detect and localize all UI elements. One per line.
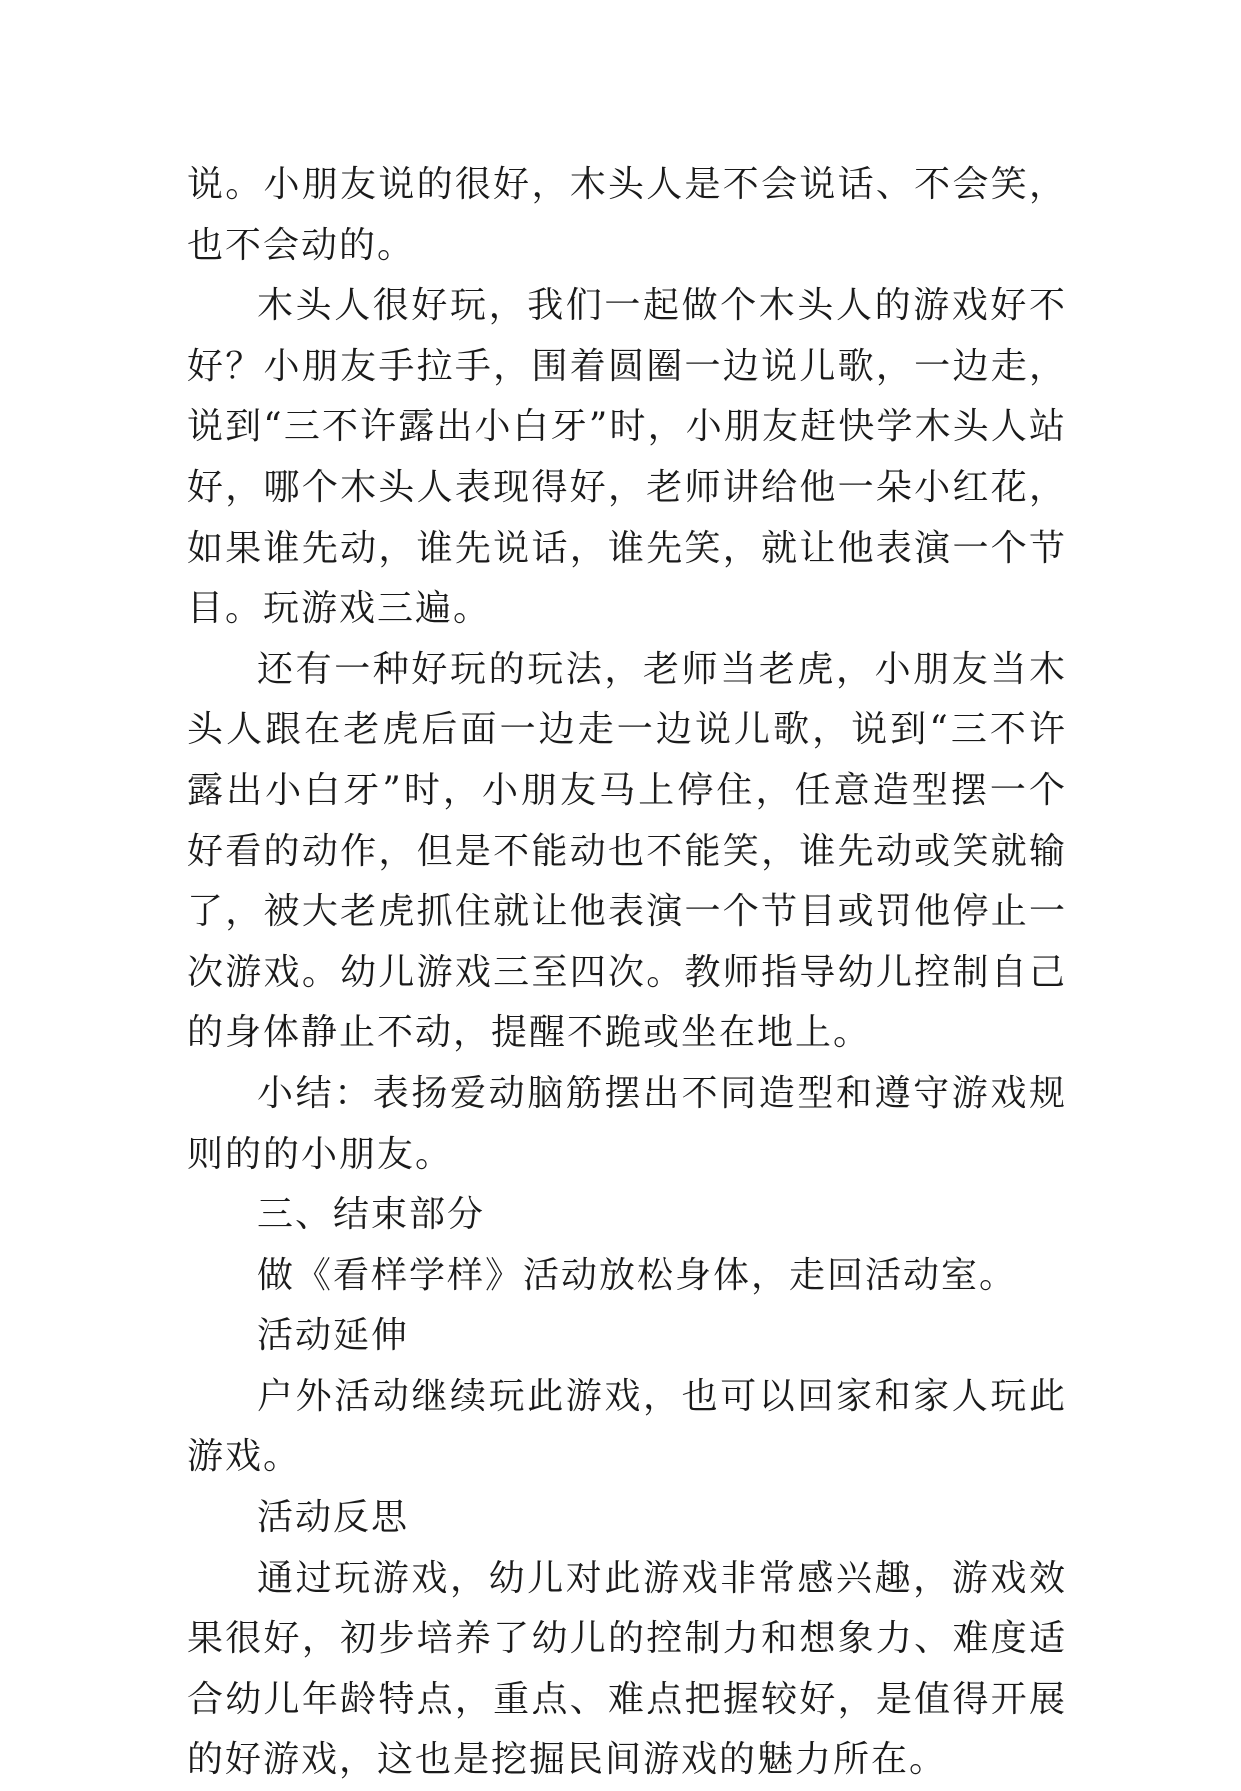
paragraph-summary: 小结：表扬爱动脑筋摆出不同造型和遵守游戏规则的的小朋友。 [187,1072,1067,1175]
paragraph-reflection: 通过玩游戏，幼儿对此游戏非常感兴趣，游戏效果很好，初步培养了幼儿的控制力和想象力、难度适合幼儿年龄特点，重点、难点把握较好，是值得开展的好游戏，这也是挖掘民间游戏的魅力所在。 [187,1557,1067,1781]
document-body [187,155,1067,1791]
paragraph-3: 还有一种好玩的玩法，老师当老虎，小朋友当木头人跟在老虎后面一边走一边说儿歌，说到“三不许露出小白牙”时，小朋友马上停住，任意造型摆一个好看的动作，但是不能动也不能笑，谁先动或笑就输了，被大老虎抓住就让他表演一个节目或罚他停止一次游戏。幼儿游戏三至四次。教师指导幼儿控制自己的身体静止不动，提醒不跪或坐在地上。 [187,648,1067,1054]
paragraph-2: 木头人很好玩，我们一起做个木头人的游戏好不好？小朋友手拉手，围着圆圈一边说儿歌，一边走，说到“三不许露出小白牙”时，小朋友赶快学木头人站好，哪个木头人表现得好，老师讲给他一朵小红花，如果谁先动，谁先说话，谁先笑，就让他表演一个节目。玩游戏三遍。 [187,285,1067,630]
paragraph-1: 说。小朋友说的很好，木头人是不会说话、不会笑，也不会动的。 [187,164,1067,266]
section-heading-extension: 活动延伸 [257,1315,410,1357]
section-heading-reflection: 活动反思 [257,1497,410,1539]
paragraph-ending: 做《看样学样》活动放松身体，走回活动室。 [257,1254,1018,1296]
section-heading-ending: 三、结束部分 [257,1194,486,1236]
paragraph-extension: 户外活动继续玩此游戏，也可以回家和家人玩此游戏。 [187,1375,1067,1478]
